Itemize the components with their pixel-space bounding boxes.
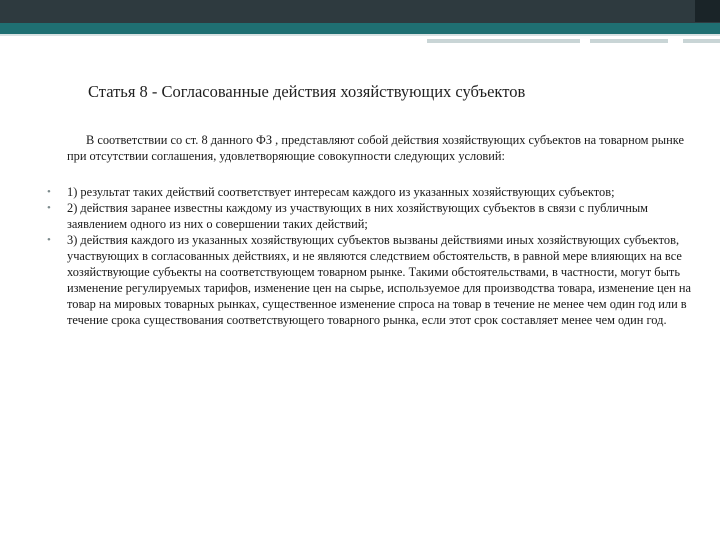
accent-bar bbox=[683, 39, 720, 43]
list-item bbox=[47, 184, 691, 200]
header-band-dark bbox=[0, 0, 720, 23]
list-item-text: 2) действия заранее известны каждому из участвующих в них хозяйствующих субъектов в связи с публичным заявлением одного из них о совершении таких действий; bbox=[67, 201, 649, 231]
intro-paragraph: В соответствии со ст. 8 данного ФЗ , представляют собой действия хозяйствующих субъектов на товарном рынке при отсутствии соглашения, удовлетворяющие совокупности следующих условий: bbox=[67, 133, 684, 163]
list-item bbox=[47, 200, 691, 232]
header-band-teal bbox=[0, 23, 720, 34]
corner-block bbox=[695, 0, 720, 22]
accent-bar bbox=[427, 39, 580, 43]
list-item-text: 3) действия каждого из указанных хозяйствующих субъектов вызваны действиями иных хозяйствующих субъектов, участвующих в согласованных действиях, и не являются следствием обстоятельств, в равной мере влияющих на все хозяйствующие субъекты на соответствующем товарном рынке. Такими обстоятельствами, в частности, могут быть изменение регулируемых тарифов, изменение цен на сырье, используемое для производства товара, изменение цен на товар на мировых товарных рынках, существенное изменение спроса на товар в течение не менее чем один год или в течение срока существования соответствующего товарного рынка, если этот срок составляет менее чем один год. bbox=[67, 233, 691, 327]
accent-bar bbox=[590, 39, 668, 43]
bullet-icon: • bbox=[47, 186, 51, 198]
list-item-text: 1) результат таких действий соответствует интересам каждого из указанных хозяйствующих субъектов; bbox=[67, 185, 615, 199]
bullet-icon: • bbox=[47, 202, 51, 214]
header-divider bbox=[0, 34, 720, 36]
bullet-icon: • bbox=[47, 234, 51, 246]
list-item bbox=[47, 232, 691, 328]
slide-title: Статья 8 - Согласованные действия хозяйствующих субъектов bbox=[88, 82, 526, 101]
conditions-list bbox=[47, 184, 691, 328]
